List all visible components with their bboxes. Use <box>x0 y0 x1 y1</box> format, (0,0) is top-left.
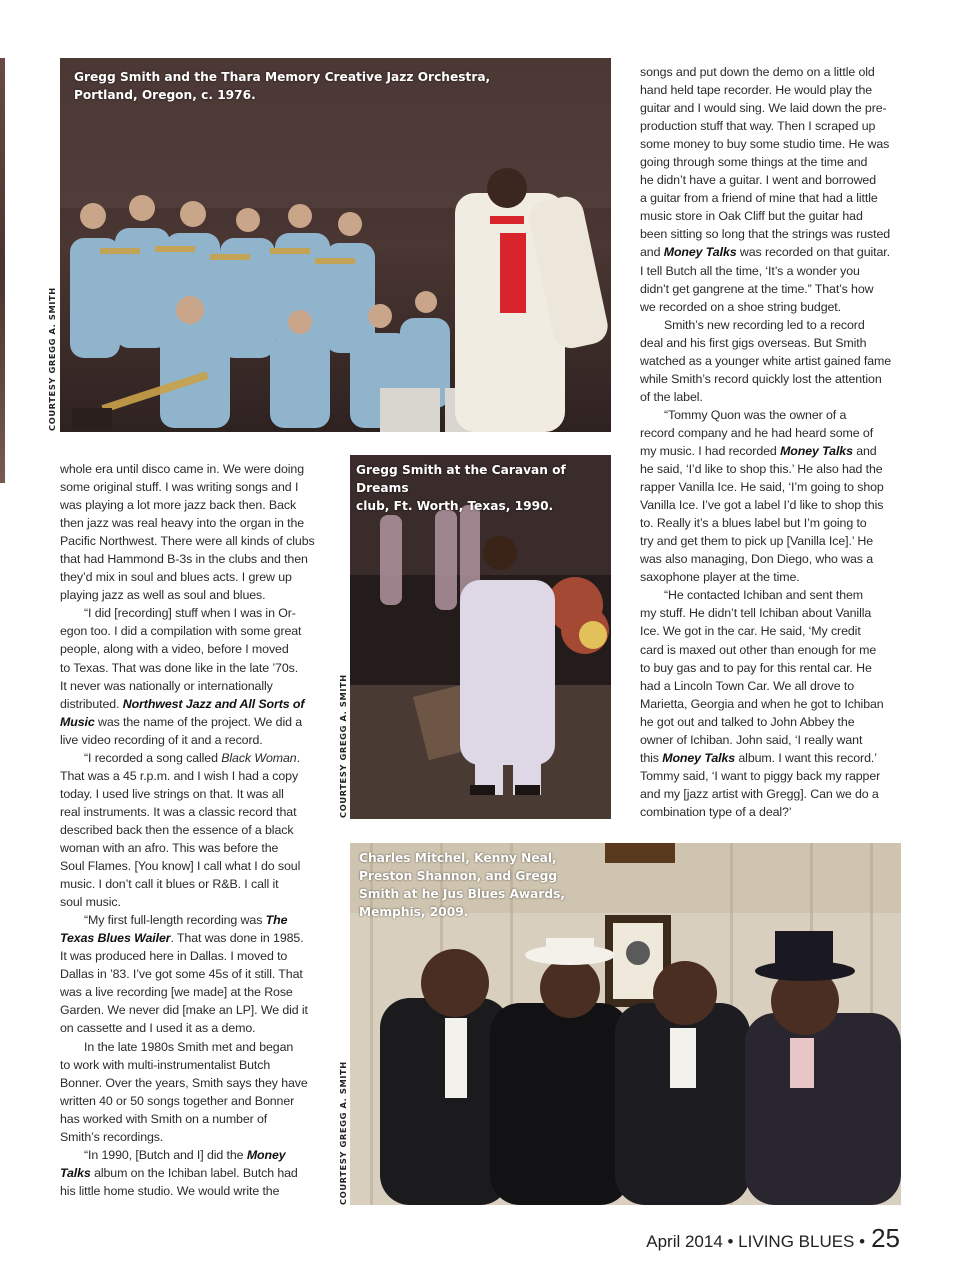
text-line <box>60 514 332 532</box>
text-run: to buy gas and to pay for this rental car. He <box>640 660 872 675</box>
text-run: written 40 or 50 songs together and Bonner <box>60 1093 295 1108</box>
text-run: egon too. I did a compilation with some great <box>60 624 302 639</box>
photo-caption-line: Gregg Smith and the Thara Memory Creative Jazz Orchestra, <box>74 70 491 84</box>
text-run: Soul Flames. [You know] I call what I do soul <box>60 859 301 874</box>
text-line <box>640 659 910 677</box>
text-line <box>640 442 910 460</box>
text-run: Marietta, Georgia and when he got to Ichiban <box>640 696 884 711</box>
text-line <box>60 659 332 677</box>
text-run: described back then the essence of a black <box>60 822 294 837</box>
text-run: his little home studio. We would write the <box>60 1183 280 1198</box>
text-line <box>640 677 910 695</box>
album-title: Money <box>246 1147 286 1162</box>
photo-caption-line: Preston Shannon, and Gregg <box>359 869 558 883</box>
text-line <box>60 911 332 929</box>
text-line <box>640 225 910 243</box>
text-line <box>640 785 910 803</box>
text-line <box>60 1092 332 1110</box>
text-line <box>60 550 332 568</box>
text-run: It never was nationally or internationally <box>60 678 273 693</box>
song-title: Black Woman <box>221 750 297 765</box>
text-line <box>60 803 332 821</box>
text-line <box>640 749 910 767</box>
photo-credit: COURTESY GREGG A. SMITH <box>338 674 348 818</box>
text-line <box>60 568 332 586</box>
text-run: they’d mix in soul and blues acts. I grew up <box>60 570 292 585</box>
text-run: today. I used live strings on that. It was all <box>60 786 284 801</box>
text-run: on cassette and I used it as a demo. <box>60 1021 256 1036</box>
text-line <box>640 117 910 135</box>
photo-caption-line: Memphis, 2009. <box>359 905 469 919</box>
text-line <box>640 604 910 622</box>
awards-photo <box>350 843 901 1205</box>
text-line <box>640 171 910 189</box>
text-run: to. Really it’s a blues label but I’m going to <box>640 516 867 531</box>
text-run: Ice. We got in the car. He said, ‘My credit <box>640 624 861 639</box>
text-line <box>640 153 910 171</box>
album-title: Northwest Jazz and All Sorts of <box>122 696 305 711</box>
text-run: he got out and talked to John Abbey the <box>640 714 855 729</box>
text-line <box>640 352 910 370</box>
text-run: we recorded on a shoe string budget. <box>640 299 841 314</box>
text-run: “I did [recording] stuff when I was in Or- <box>84 606 296 621</box>
text-line <box>640 424 910 442</box>
text-line <box>60 695 332 713</box>
text-line <box>60 622 332 640</box>
text-run: this <box>640 750 663 765</box>
text-run: music. I don’t call it blues or R&B. I call it <box>60 877 279 892</box>
text-line <box>640 388 910 406</box>
text-line <box>60 640 332 658</box>
text-line <box>60 983 332 1001</box>
text-run: and <box>640 245 664 260</box>
text-line <box>60 1164 332 1182</box>
text-line <box>60 460 332 478</box>
album-title: Texas Blues Wailer <box>60 931 171 946</box>
text-line <box>640 280 910 298</box>
text-run: songs and put down the demo on a little old <box>640 65 875 79</box>
text-line <box>640 243 910 261</box>
text-line <box>60 893 332 911</box>
photo-credit: COURTESY GREGG A. SMITH <box>338 1061 348 1205</box>
text-line <box>60 1001 332 1019</box>
issue-line: April 2014 • LIVING BLUES • <box>646 1232 866 1251</box>
photo-credit: COURTESY GREGG A. SMITH <box>47 287 57 431</box>
text-run: album on the Ichiban label. Butch had <box>90 1165 298 1180</box>
adjacent-page-edge <box>0 58 5 483</box>
text-line <box>640 731 910 749</box>
text-run: going through some things at the time and <box>640 155 868 170</box>
text-line <box>640 63 910 81</box>
text-run: Garden. We never did [make an LP]. We did it <box>60 1003 308 1018</box>
photo-caption-line: Smith at he Jus Blues Awards, <box>359 887 566 901</box>
text-run: to work with multi-instrumentalist Butch <box>60 1057 271 1072</box>
text-run: people, along with a video, before I moved <box>60 642 289 657</box>
article-column-left <box>60 460 332 1200</box>
text-run: In the late 1980s Smith met and began <box>84 1039 294 1054</box>
text-run: card is maxed out other than enough for me <box>640 642 877 657</box>
text-run: was playing a lot more jazz back then. Back <box>60 498 297 513</box>
text-line <box>60 496 332 514</box>
text-run: woman with an afro. This was before the <box>60 840 279 855</box>
text-run: soul music. <box>60 895 121 910</box>
text-run: “He contacted Ichiban and sent them <box>664 588 864 603</box>
album-title: Music <box>60 714 95 729</box>
text-run: was also managing, Don Diego, who was a <box>640 552 874 567</box>
text-line <box>60 586 332 604</box>
text-line <box>60 749 332 767</box>
photo-caption-line: Gregg Smith at the Caravan of Dreams <box>356 463 566 495</box>
text-run: try and get them to pick up [Vanilla Ice].’ He <box>640 534 874 549</box>
text-line <box>640 586 910 604</box>
text-line <box>60 1110 332 1128</box>
text-run: while Smith’s record quickly lost the attention <box>640 371 882 386</box>
text-run: That was a 45 r.p.m. and I wish I had a copy <box>60 768 299 783</box>
text-line <box>60 604 332 622</box>
album-title: Talks <box>60 1165 91 1180</box>
page-footer <box>646 1223 900 1253</box>
text-line <box>640 370 910 388</box>
text-line <box>640 460 910 478</box>
text-run: guitar and I would sing. We laid down the pre- <box>640 101 887 116</box>
text-line <box>640 803 910 821</box>
photo-caption-line: Charles Mitchel, Kenny Neal, <box>359 851 557 865</box>
text-run: my music. I had recorded <box>640 443 781 458</box>
text-run: whole era until disco came in. We were doing <box>60 462 304 476</box>
orchestra-photo <box>60 58 611 432</box>
text-run: album. I want this record.’ <box>735 750 877 765</box>
text-line <box>640 334 910 352</box>
text-line <box>640 316 910 334</box>
article-paragraph <box>640 406 910 586</box>
text-run: then jazz was real heavy into the organ in the <box>60 516 305 531</box>
text-line <box>640 298 910 316</box>
text-run: Tommy said, ‘I want to piggy back my rapper <box>640 768 881 783</box>
text-run: saxophone player at the time. <box>640 570 800 585</box>
text-run: he said, ‘I’d like to shop this.’ He also had the <box>640 462 883 477</box>
text-run: “I recorded a song called <box>84 750 222 765</box>
text-line <box>60 1056 332 1074</box>
text-run: Smith’s recordings. <box>60 1129 164 1144</box>
text-line <box>640 189 910 207</box>
text-line <box>60 965 332 983</box>
text-run: Pacific Northwest. There were all kinds of clubs <box>60 534 315 549</box>
text-line <box>60 947 332 965</box>
text-run: has worked with Smith on a number of <box>60 1111 268 1126</box>
text-line <box>640 713 910 731</box>
text-run: hand held tape recorder. He would play the <box>640 83 873 98</box>
text-run: music store in Oak Cliff but the guitar had <box>640 209 863 224</box>
text-run: Bonner. Over the years, Smith says they have <box>60 1075 308 1090</box>
text-run: Dallas in ’83. I’ve got some 45s of it still. That <box>60 967 303 982</box>
text-run: “In 1990, [Butch and I] did the <box>84 1147 247 1162</box>
text-line <box>60 532 332 550</box>
text-run: had a Lincoln Town Car. We all drove to <box>640 678 854 693</box>
text-line <box>60 785 332 803</box>
text-line <box>60 1038 332 1056</box>
text-run: and <box>852 443 877 458</box>
text-run: was recorded on that guitar. <box>736 245 890 260</box>
text-line <box>60 478 332 496</box>
text-run: was a live recording [we made] at the Rose <box>60 985 293 1000</box>
text-run: live video recording of it and a record. <box>60 732 263 747</box>
text-line <box>640 695 910 713</box>
text-line <box>60 1074 332 1092</box>
text-line <box>640 99 910 117</box>
text-line <box>640 496 910 514</box>
text-line <box>640 207 910 225</box>
text-run: that had Hammond B-3s in the clubs and then <box>60 552 308 567</box>
text-run: production stuff that way. Then I scraped up <box>640 119 876 134</box>
text-line <box>60 677 332 695</box>
text-line <box>60 929 332 947</box>
text-run: distributed. <box>60 696 123 711</box>
album-title: Money Talks <box>662 750 736 765</box>
text-run: and my [jazz artist with Gregg]. Can we do a <box>640 786 879 801</box>
text-line <box>640 622 910 640</box>
text-line <box>640 767 910 785</box>
text-line <box>640 550 910 568</box>
text-line <box>60 1019 332 1037</box>
article-paragraph <box>640 63 910 316</box>
text-line <box>640 514 910 532</box>
text-run: didn’t get gangrene at the time.” That’s how <box>640 281 874 296</box>
text-line <box>60 731 332 749</box>
text-line <box>640 478 910 496</box>
text-line <box>640 406 910 424</box>
photo-caption-line: club, Ft. Worth, Texas, 1990. <box>356 499 554 513</box>
text-run: . That was done in 1985. <box>170 931 304 946</box>
text-run: real instruments. It was a classic record that <box>60 804 297 819</box>
text-run: Smith’s new recording led to a record <box>664 317 865 332</box>
text-run: It was produced here in Dallas. I moved to <box>60 949 288 964</box>
text-line <box>60 713 332 731</box>
text-run: was the name of the project. We did a <box>94 714 303 729</box>
article-paragraph <box>640 586 910 821</box>
text-line <box>640 568 910 586</box>
text-line <box>60 857 332 875</box>
text-run: I tell Butch all the time, ‘It’s a wonder you <box>640 263 860 278</box>
text-run: some original stuff. I was writing songs and I <box>60 480 299 495</box>
text-run: some money to buy some studio time. He was <box>640 137 890 152</box>
page-number: 25 <box>871 1223 900 1253</box>
text-run: of the label. <box>640 389 703 404</box>
text-run: record company and he had heard some of <box>640 425 874 440</box>
text-run: combination type of a deal?’ <box>640 804 792 819</box>
text-line <box>60 821 332 839</box>
text-run: “Tommy Quon was the owner of a <box>664 407 847 422</box>
text-line <box>640 262 910 280</box>
text-run: he didn’t have a guitar. I went and borrowed <box>640 173 877 188</box>
text-run: watched as a younger white artist gained fame <box>640 353 892 368</box>
text-run: my stuff. He didn’t tell Ichiban about Vanilla <box>640 606 872 621</box>
text-run: a guitar from a friend of mine that had a little <box>640 191 878 206</box>
text-run: Vanilla Ice. I’ve got a label I’d like to shop this <box>640 498 884 513</box>
text-line <box>60 1146 332 1164</box>
article-paragraph <box>60 749 332 911</box>
text-line <box>60 839 332 857</box>
text-line <box>60 1128 332 1146</box>
text-line <box>640 532 910 550</box>
album-title: Money Talks <box>780 443 853 458</box>
text-run: rapper Vanilla Ice. He said, ‘I’m going to shop <box>640 480 884 495</box>
article-paragraph <box>640 316 910 406</box>
text-line <box>640 81 910 99</box>
text-run: playing jazz as well as soul and blues. <box>60 588 266 603</box>
album-title: The <box>265 913 288 928</box>
text-line <box>60 875 332 893</box>
text-run: owner of Ichiban. John said, ‘I really want <box>640 732 863 747</box>
photo-caption-line: Portland, Oregon, c. 1976. <box>74 88 256 102</box>
text-line <box>640 135 910 153</box>
article-column-right <box>640 63 910 821</box>
text-run: “My first full-length recording was <box>84 913 266 928</box>
caravan-photo <box>350 455 611 819</box>
text-line <box>640 641 910 659</box>
text-run: . <box>296 750 300 765</box>
text-line <box>60 767 332 785</box>
article-paragraph <box>60 460 332 604</box>
text-line <box>60 1182 332 1200</box>
article-paragraph <box>60 1038 332 1146</box>
album-title: Money Talks <box>663 245 737 260</box>
text-run: been sitting so long that the strings was rusted <box>640 227 891 242</box>
article-paragraph <box>60 604 332 748</box>
text-run: to Texas. That was done like in the late ’70s. <box>60 660 299 675</box>
article-paragraph <box>60 1146 332 1200</box>
text-run: deal and his first gigs overseas. But Smith <box>640 335 867 350</box>
article-paragraph <box>60 911 332 1037</box>
